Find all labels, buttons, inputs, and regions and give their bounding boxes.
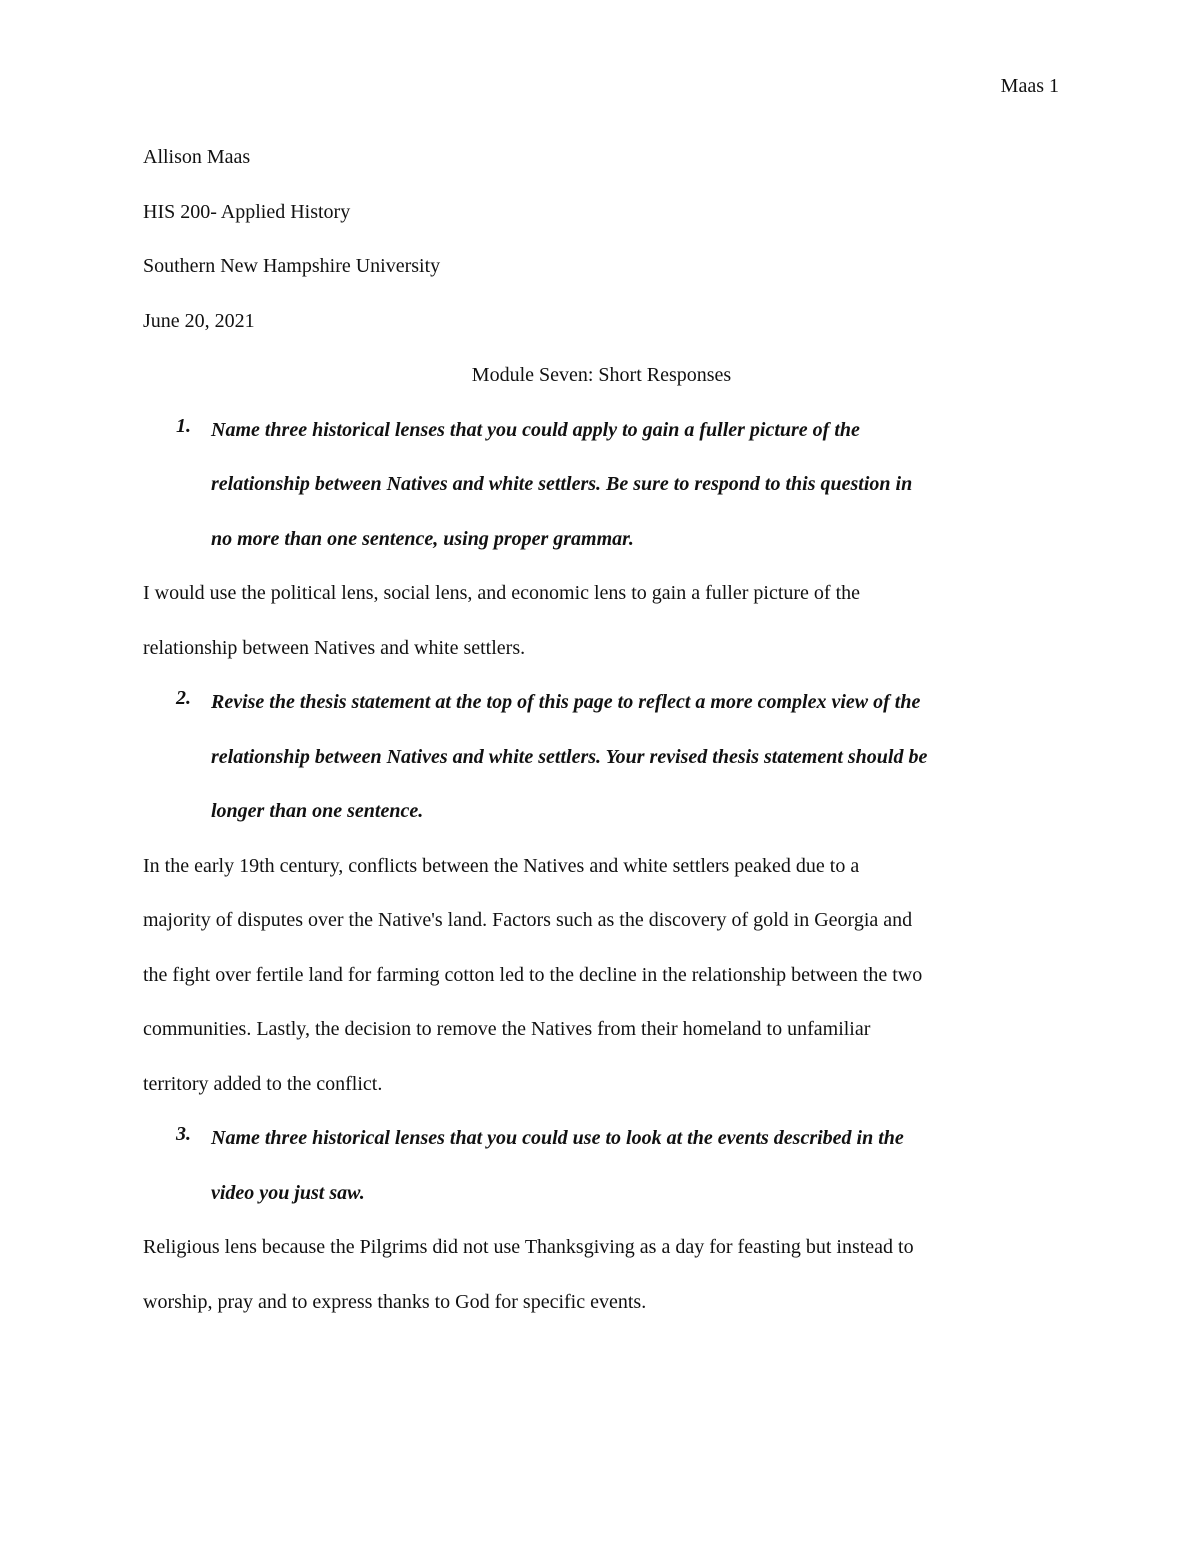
answer-line: I would use the political lens, social lens, and economic lens to gain a fuller picture of the: [143, 582, 861, 604]
question-line: relationship between Natives and white settlers. Be sure to respond to this question in: [211, 473, 913, 495]
author-name: Allison Maas: [143, 146, 251, 168]
question-2: [143, 687, 1060, 851]
school-name: Southern New Hampshire University: [143, 255, 441, 277]
question-line: relationship between Natives and white settlers. Your revised thesis statement should be: [211, 745, 928, 768]
question-1: [143, 415, 1060, 579]
answer-line: In the early 19th century, conflicts between the Natives and white settlers peaked due to a: [143, 854, 860, 877]
answer-line: Religious lens because the Pilgrims did not use Thanksgiving as a day for feasting but instead to: [143, 1236, 914, 1258]
document-title: Module Seven: Short Responses: [471, 364, 732, 386]
question-number: 1.: [176, 414, 191, 437]
question-number: 2.: [176, 687, 191, 709]
document-body: [143, 142, 1060, 1341]
question-line: Name three historical lenses that you could use to look at the events described in the: [211, 1127, 904, 1149]
answer-line: worship, pray and to express thanks to God for specific events.: [143, 1290, 647, 1313]
page-header: Maas 1: [1000, 75, 1059, 97]
answer-line: relationship between Natives and white settlers.: [143, 636, 526, 659]
question-3: [143, 1123, 1060, 1232]
question-line: longer than one sentence.: [211, 800, 424, 822]
answer-2: [143, 851, 1060, 1124]
question-line: video you just saw.: [211, 1181, 365, 1204]
question-line: Name three historical lenses that you could apply to gain a fuller picture of the: [211, 418, 860, 441]
question-line: Revise the thesis statement at the top of this page to reflect a more complex view of the: [211, 691, 921, 713]
question-number: 3.: [176, 1123, 191, 1145]
answer-line: majority of disputes over the Native's land. Factors such as the discovery of gold in Georgia and: [143, 909, 913, 931]
answer-1: [143, 578, 1060, 687]
document-date: June 20, 2021: [143, 309, 255, 332]
answer-3: [143, 1232, 1060, 1341]
answer-line: communities. Lastly, the decision to remove the Natives from their homeland to unfamiliar: [143, 1018, 871, 1040]
course-name: HIS 200- Applied History: [143, 200, 351, 223]
answer-line: the fight over fertile land for farming cotton led to the decline in the relationship between the two: [143, 963, 923, 986]
answer-line: territory added to the conflict.: [143, 1072, 383, 1095]
question-line: no more than one sentence, using proper grammar.: [211, 527, 634, 550]
